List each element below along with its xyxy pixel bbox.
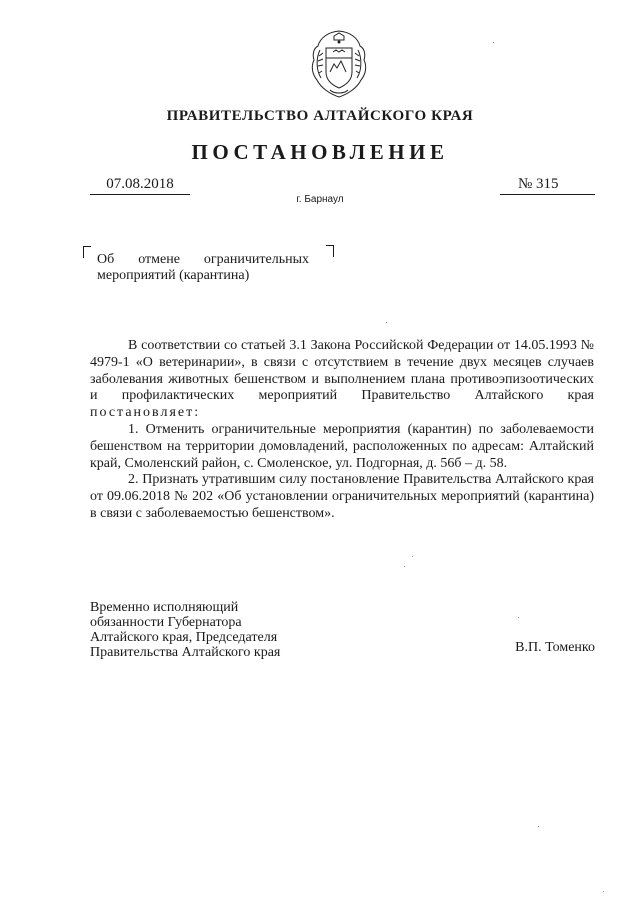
scan-speck: [603, 891, 604, 892]
subject-word-3: ограничительных: [203, 252, 309, 267]
position-line: обязанности Губернатора: [90, 615, 242, 630]
decree-date: 07.08.2018: [90, 176, 190, 195]
item-1: 1. Отменить ограничительные мероприятия (карантин) по заболеваемости бешенством на территории домовладений, расположенных по адресам: Алтайский край, Смоленский район, с. Смоленское, ул. Подгорная, д. 56б – д. 58.: [90, 421, 594, 471]
decree-verb: постановляет: [90, 405, 195, 421]
scan-speck: [386, 322, 387, 323]
scan-speck: [538, 826, 539, 827]
scan-speck: [493, 42, 494, 43]
preamble-paragraph: [90, 338, 594, 422]
scan-speck: [518, 617, 519, 618]
altai-krai-coat-of-arms-icon: [306, 28, 372, 100]
preamble-text: В соответствии со статьей 3.1 Закона Российской Федерации от 14.05.1993 № 4979-1 «О ветеринарии», в связи с отсутствием в течение двух месяцев случаев заболевания животных бешенством и выполнением плана противоэпизоотических и профилактических мероприятий Правительство Алтайского края: [90, 338, 594, 404]
government-name: ПРАВИТЕЛЬСТВО АЛТАЙСКОГО КРАЯ: [166, 108, 474, 124]
signatory-position: [90, 600, 280, 660]
position-line: Временно исполняющий: [90, 600, 239, 615]
subject-bracket-right: [326, 245, 334, 257]
position-line: Правительства Алтайского края: [90, 645, 281, 660]
subject-bracket-left: [83, 246, 91, 258]
scan-speck: [412, 556, 413, 557]
position-line: Алтайского края, Председателя: [90, 630, 278, 645]
city: г. Барнаул: [296, 194, 344, 205]
preamble-colon: :: [194, 405, 199, 421]
decree-number: № 315: [518, 176, 559, 192]
subject-word-1: Об: [97, 252, 115, 267]
subject-word-2: отмене: [138, 252, 180, 267]
scan-speck: [404, 566, 405, 567]
document-type: ПОСТАНОВЛЕНИЕ: [191, 140, 449, 164]
subject-line-2: мероприятий (карантина): [97, 268, 250, 283]
signatory-name: В.П. Томенко: [515, 640, 595, 655]
item-2: 2. Признать утратившим силу постановление Правительства Алтайского края от 09.06.2018 № 202 «Об установлении ограничительных мероприятий (карантина) в связи с заболеваемостью бешенством».: [90, 472, 594, 521]
decree-subject: [97, 252, 309, 284]
decree-body: [90, 338, 594, 523]
decree-number-field: [500, 176, 595, 195]
